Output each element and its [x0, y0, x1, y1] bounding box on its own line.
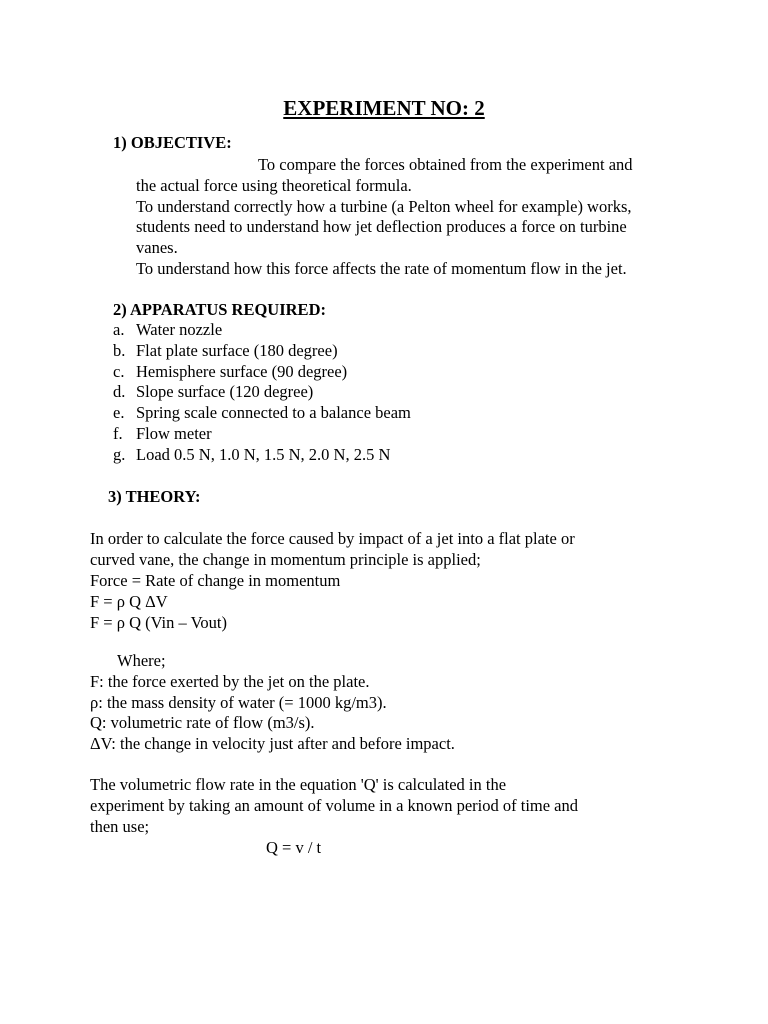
list-item-text: Flow meter — [136, 423, 212, 443]
formula: Q = v / t — [266, 838, 322, 857]
list-item — [113, 403, 411, 424]
list-marker: d. — [113, 382, 126, 402]
list-marker: e. — [113, 403, 125, 423]
list-item-text: Flat plate surface (180 degree) — [136, 340, 338, 360]
page-title: EXPERIMENT NO: 2 — [283, 96, 485, 120]
definition-line: ΔV: the change in velocity just after and before impact. — [90, 734, 455, 753]
theory-line: experiment by taking an amount of volume in a known period of time and — [90, 796, 579, 815]
theory-line: The volumetric flow rate in the equation 'Q' is calculated in the — [90, 775, 507, 794]
theory-line: curved vane, the change in momentum principle is applied; — [90, 550, 481, 569]
definition-line: Q: volumetric rate of flow (m3/s). — [90, 713, 315, 732]
definition-line: F: the force exerted by the jet on the plate. — [90, 672, 370, 691]
objective-line: vanes. — [136, 238, 178, 257]
definition-line: ρ: the mass density of water (= 1000 kg/m3). — [90, 693, 387, 712]
objective-heading: 1) OBJECTIVE: — [113, 133, 232, 152]
objective-line: To understand how this force affects the rate of momentum flow in the jet. — [136, 259, 627, 278]
objective-line: To compare the forces obtained from the experiment and — [258, 155, 633, 174]
list-item-text: Load 0.5 N, 1.0 N, 1.5 N, 2.0 N, 2.5 N — [136, 444, 391, 464]
apparatus-list — [113, 320, 411, 466]
list-item-text: Water nozzle — [136, 320, 223, 339]
objective-line: To understand correctly how a turbine (a Pelton wheel for example) works, — [136, 197, 632, 216]
theory-line: Force = Rate of change in momentum — [90, 571, 341, 590]
apparatus-heading: 2) APPARATUS REQUIRED: — [113, 300, 326, 319]
list-item-text: Slope surface (120 degree) — [136, 382, 314, 402]
list-marker: a. — [113, 320, 125, 339]
list-marker: g. — [113, 444, 126, 464]
equation: F = ρ Q (Vin – Vout) — [90, 613, 227, 632]
list-marker: c. — [113, 361, 125, 381]
list-item — [113, 341, 411, 362]
list-marker: f. — [113, 423, 123, 443]
where-label: Where; — [117, 651, 166, 670]
equation: F = ρ Q ΔV — [90, 592, 168, 611]
list-item — [113, 445, 411, 466]
list-item-text: Hemisphere surface (90 degree) — [136, 361, 348, 381]
list-item — [113, 362, 411, 383]
list-item — [113, 382, 411, 403]
list-marker: b. — [113, 340, 126, 360]
theory-line: In order to calculate the force caused by impact of a jet into a flat plate or — [90, 529, 575, 548]
list-item-text: Spring scale connected to a balance beam — [136, 403, 411, 423]
theory-line: then use; — [90, 817, 150, 836]
theory-heading: 3) THEORY: — [108, 487, 201, 506]
list-item — [113, 320, 411, 341]
objective-line: students need to understand how jet deflection produces a force on turbine — [136, 217, 627, 236]
objective-line: the actual force using theoretical formula. — [136, 176, 412, 195]
list-item — [113, 424, 411, 445]
